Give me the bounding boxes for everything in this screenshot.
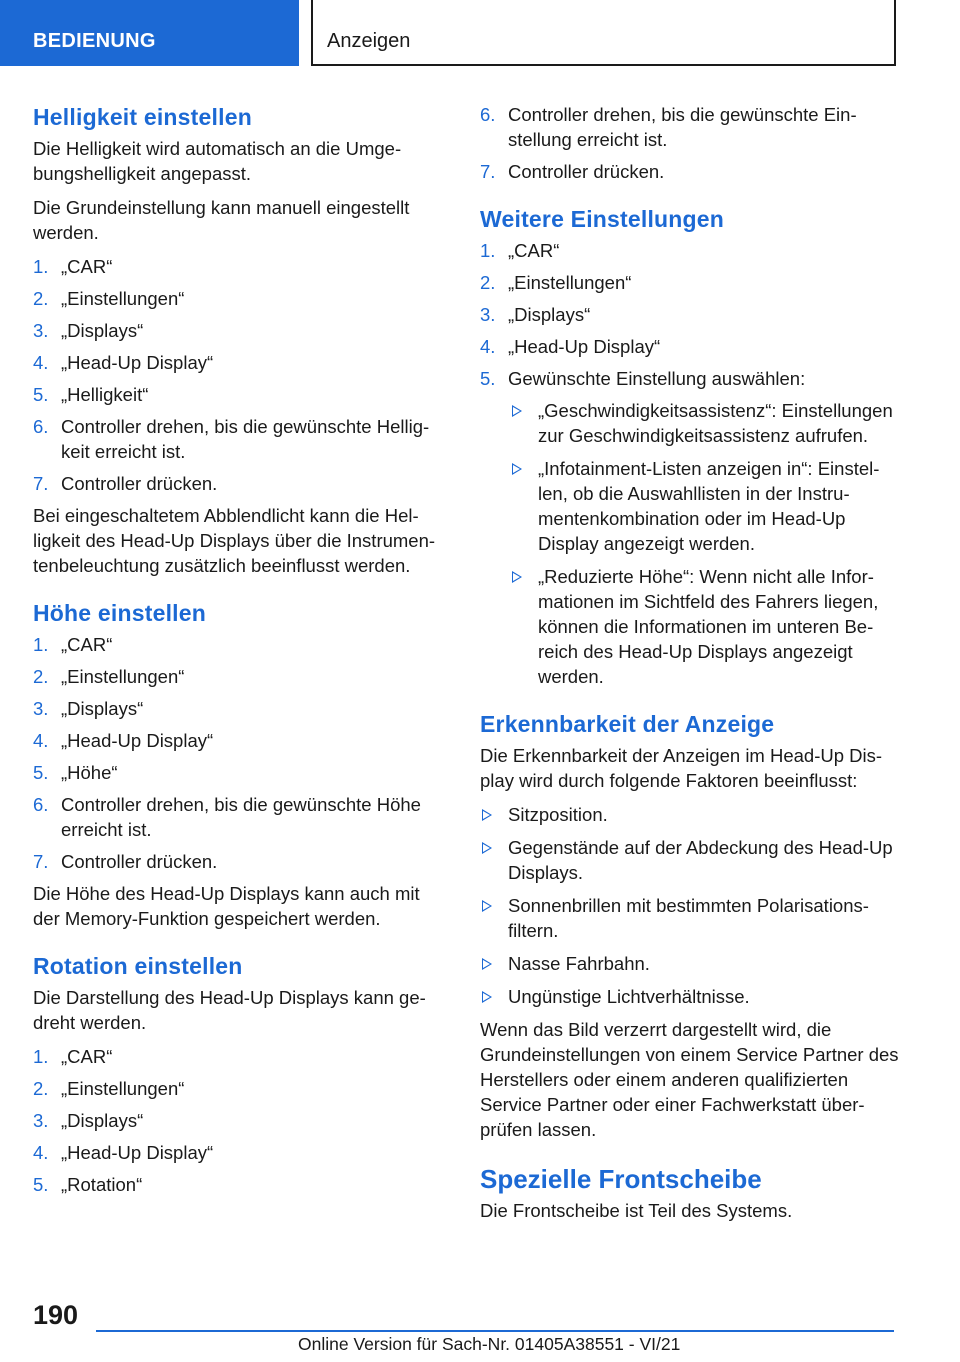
list-item: Sonnenbrillen mit bestimmten Polarisationsfiltern.: [480, 893, 900, 943]
footer-divider: [96, 1330, 894, 1332]
step-item: 3. „Displays“: [480, 304, 591, 325]
step-item: 4. „Head-Up Display“: [480, 336, 661, 357]
step-item: 5. „Helligkeit“: [33, 384, 149, 405]
list-item: Gegenstände auf der Abdeckung des Head-Up Displays.: [480, 835, 900, 885]
heading-helligkeit: Helligkeit einstellen: [33, 104, 252, 130]
factors-list: [480, 802, 900, 1009]
right-column: [480, 102, 900, 1232]
steps-helligkeit: [33, 254, 451, 496]
heading-erkennbarkeit: Erkennbarkeit der Anzeige: [480, 711, 775, 737]
step-item: 2. „Einstellungen“: [33, 1078, 185, 1099]
step-item: 7. Controller drücken.: [33, 851, 218, 872]
heading-rotation: Rotation einstellen: [33, 953, 243, 979]
steps-rotation: [33, 1044, 451, 1197]
chapter-tab: [311, 0, 896, 66]
paragraph: Die Helligkeit wird automatisch an die Umgebungshelligkeit angepasst.: [33, 138, 402, 184]
chapter-label: Anzeigen: [327, 30, 411, 52]
list-item: „Reduzierte Höhe“: Wenn nicht alle Informationen im Sichtfeld des Fahrers liegen, können die Informationen im unteren Bereich des Head-Up Displays angezeigt werden.: [480, 564, 900, 689]
step-item: 2. „Einstellungen“: [33, 666, 185, 687]
triangle-bullet-icon: [512, 405, 522, 417]
step-item: 1. „CAR“: [33, 634, 113, 655]
step-item: 3. „Displays“: [33, 698, 144, 719]
triangle-bullet-icon: [512, 571, 522, 583]
section-tab: [0, 0, 299, 66]
options-list: [480, 398, 900, 689]
paragraph: Die Darstellung des Head-Up Displays kann gedreht werden.: [33, 987, 426, 1033]
step-item: 1. „CAR“: [33, 1046, 113, 1067]
step-item: 7. Controller drücken.: [480, 161, 665, 182]
list-item: „Infotainment-Listen anzeigen in“: Einstellen, ob die Auswahllisten in der Instrumentenkombination oder im Head-Up Display angezeigt werden.: [480, 456, 900, 556]
list-item: „Geschwindigkeitsassistenz“: Einstellungen zur Geschwindigkeitsassistenz aufrufen.: [480, 398, 900, 448]
list-item: Sitzposition.: [480, 802, 900, 827]
list-item: Ungünstige Lichtverhältnisse.: [480, 984, 900, 1009]
paragraph: Bei eingeschaltetem Abblendlicht kann die Helligkeit des Head-Up Displays über die Instrumentenbeleuchtung zusätzlich beeinflusst werden.: [33, 505, 436, 576]
paragraph: Die Grundeinstellung kann manuell eingestellt werden.: [33, 197, 410, 243]
step-item: 2. „Einstellungen“: [33, 288, 185, 309]
footer-version-text: Online Version für Sach-Nr. 01405A38551 - VI/21: [298, 1334, 681, 1354]
step-item: 6. Controller drehen, bis die gewünschte Einstellung erreicht ist.: [480, 104, 857, 150]
step-item: 5. „Höhe“: [33, 762, 118, 783]
step-item: 6. Controller drehen, bis die gewünschte Helligkeit erreicht ist.: [33, 416, 430, 462]
triangle-bullet-icon: [512, 463, 522, 475]
step-item: 5. Gewünschte Einstellung auswählen:: [480, 368, 806, 389]
step-item: 7. Controller drücken.: [33, 473, 218, 494]
paragraph: Die Höhe des Head-Up Displays kann auch mit der Memory-Funktion gespeichert werden.: [33, 883, 420, 929]
step-item: 2. „Einstellungen“: [480, 272, 632, 293]
heading-frontscheibe: Spezielle Frontscheibe: [480, 1164, 762, 1194]
step-item: 5. „Rotation“: [33, 1174, 143, 1195]
step-item: 3. „Displays“: [33, 320, 144, 341]
section-label: BEDIENUNG: [33, 30, 156, 52]
paragraph: Wenn das Bild verzerrt dargestellt wird, die Grundeinstellungen von einem Service Partner des Herstellers oder einem anderen qualifizierten Service Partner oder einer Fachwerkstatt überprüfen lassen.: [480, 1019, 899, 1140]
page-header: [0, 0, 960, 66]
triangle-bullet-icon: [482, 809, 492, 821]
triangle-bullet-icon: [482, 900, 492, 912]
steps-hoehe: [33, 632, 451, 874]
paragraph: Die Frontscheibe ist Teil des Systems.: [480, 1200, 793, 1221]
paragraph: Die Erkennbarkeit der Anzeigen im Head-Up Display wird durch folgende Faktoren beeinflusst:: [480, 745, 883, 791]
step-item: 1. „CAR“: [480, 240, 560, 261]
triangle-bullet-icon: [482, 991, 492, 1003]
step-item: 4. „Head-Up Display“: [33, 1142, 214, 1163]
steps-rotation-continued: [480, 102, 900, 184]
triangle-bullet-icon: [482, 842, 492, 854]
step-item: 1. „CAR“: [33, 256, 113, 277]
step-item: 4. „Head-Up Display“: [33, 730, 214, 751]
step-item: 3. „Displays“: [33, 1110, 144, 1131]
page-number: 190: [33, 1300, 79, 1330]
step-item: 6. Controller drehen, bis die gewünschte Höhe erreicht ist.: [33, 794, 421, 840]
steps-weitere: [480, 238, 900, 391]
heading-weitere: Weitere Einstellungen: [480, 206, 725, 232]
list-item: Nasse Fahrbahn.: [480, 951, 900, 976]
left-column: [33, 102, 451, 1204]
heading-hoehe: Höhe einstellen: [33, 600, 206, 626]
triangle-bullet-icon: [482, 958, 492, 970]
step-item: 4. „Head-Up Display“: [33, 352, 214, 373]
